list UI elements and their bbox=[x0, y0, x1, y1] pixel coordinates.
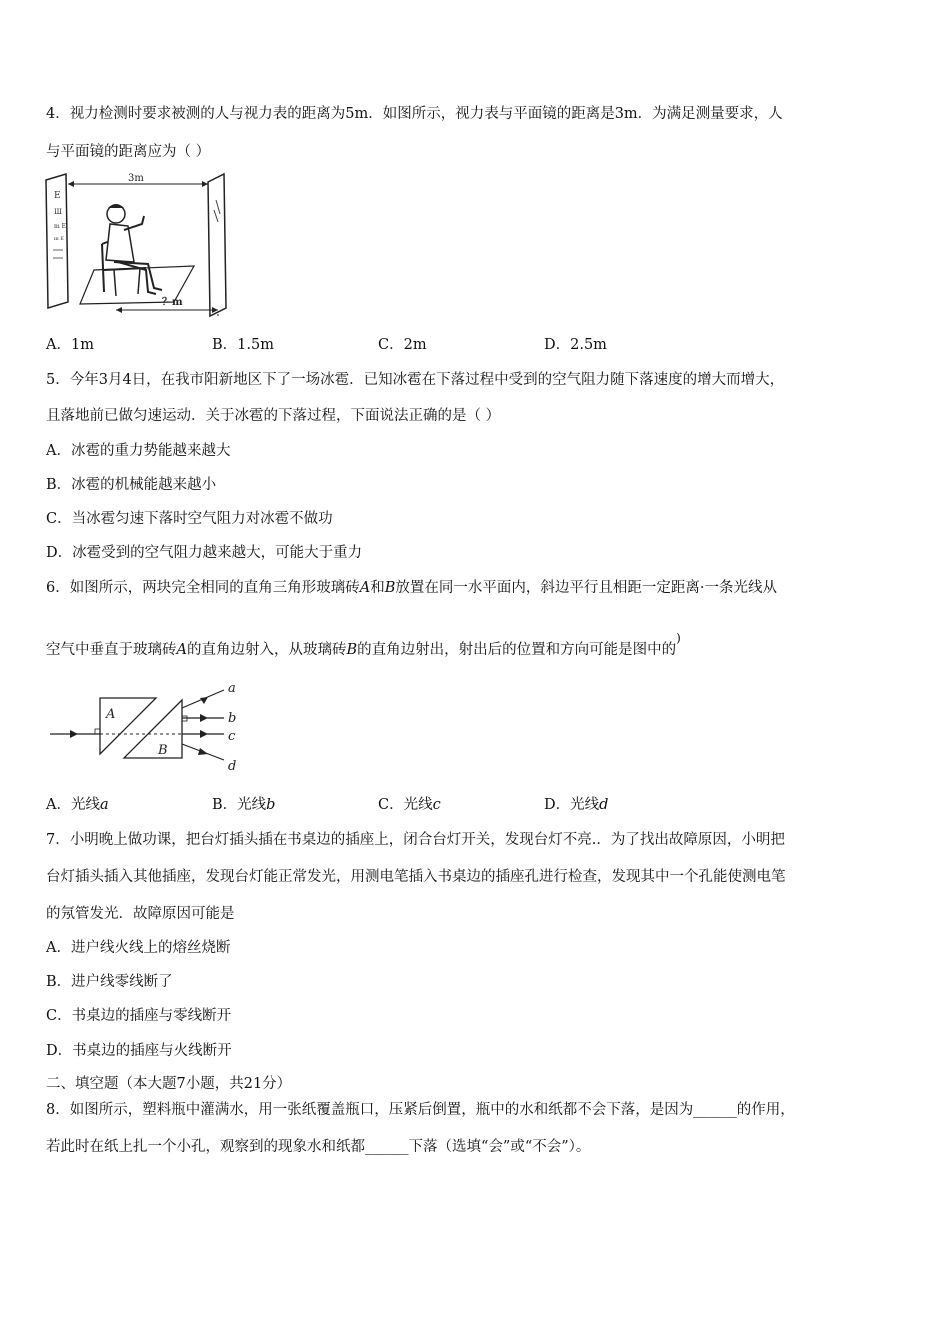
q6-prism-figure bbox=[48, 678, 258, 778]
q7-stem-line2: 台灯插头插入其他插座，发现台灯能正常发光，用测电笔插入书桌边的插座孔进行检查，发现其中一个孔能使测电笔 bbox=[46, 869, 786, 885]
q8-stem-line2: 若此时在纸上扎一个小孔，观察到的现象水和纸都______下落（选填“会”或“不会”）。 bbox=[46, 1139, 591, 1155]
q6-var-a: A bbox=[359, 580, 371, 596]
q6-option-a[interactable] bbox=[46, 793, 109, 814]
q7-option-b[interactable]: B．进户线零线断了 bbox=[46, 974, 173, 990]
q6-option-c-text: C．光线 bbox=[378, 797, 433, 813]
q7-stem-line1: 7．小明晚上做功课，把台灯插头插在书桌边的插座上，闭合台灯开关，发现台灯不亮.．为了找出故障原因，小明把 bbox=[46, 832, 785, 848]
q8-stem-line1: 8．如图所示，塑料瓶中灌满水，用一张纸覆盖瓶口，压紧后倒置，瓶中的水和纸都不会下落，是因为______的作用， bbox=[46, 1102, 795, 1118]
q6-stem1-b: 和 bbox=[370, 580, 385, 596]
ray-c-label: c bbox=[228, 729, 236, 744]
q5-stem-line1: 5．今年3月4日，在我市阳新地区下了一场冰雹．已知冰雹在下落过程中受到的空气阻力随下落速度的增大而增大， bbox=[46, 372, 785, 388]
q7-option-d[interactable]: D．书桌边的插座与火线断开 bbox=[46, 1043, 232, 1059]
q6-option-d-var: d bbox=[599, 797, 609, 813]
q5-option-a[interactable]: A．冰雹的重力势能越来越大 bbox=[46, 443, 231, 459]
q4-option-c[interactable]: C．2m bbox=[378, 337, 427, 353]
q6-var-b-2: B bbox=[346, 642, 358, 658]
q5-option-c[interactable]: C．当冰雹匀速下落时空气阻力对冰雹不做功 bbox=[46, 511, 333, 527]
ray-b-label: b bbox=[228, 711, 237, 726]
q6-stem2-a: 空气中垂直于玻璃砖 bbox=[46, 642, 177, 658]
ray-a-label: a bbox=[228, 681, 236, 696]
q6-option-d[interactable] bbox=[544, 793, 608, 814]
q6-option-a-text: A．光线 bbox=[46, 797, 100, 813]
q6-stem1-c: 放置在同一水平面内，斜边平行且相距一定距离·一条光线从 bbox=[395, 580, 777, 596]
q6-option-a-var: a bbox=[99, 797, 109, 813]
q4-eye-chart-figure bbox=[44, 170, 244, 320]
q5-stem-line2: 且落地前已做匀速运动．关于冰雹的下落过程，下面说法正确的是（ ） bbox=[46, 408, 501, 424]
q4-option-b[interactable]: B．1.5m bbox=[212, 337, 274, 353]
q6-stem-line2 bbox=[46, 631, 681, 659]
q6-option-d-text: D．光线 bbox=[544, 797, 600, 813]
q6-paren: ) bbox=[676, 631, 681, 645]
q6-option-c[interactable] bbox=[378, 793, 441, 814]
q4-option-d[interactable]: D．2.5m bbox=[544, 337, 607, 353]
q4-stem-line2: 与平面镜的距离应为（ ） bbox=[46, 144, 211, 160]
q7-option-a[interactable]: A．进户线火线上的熔丝烧断 bbox=[46, 940, 231, 956]
q7-stem-line3: 的氖管发光．故障原因可能是 bbox=[46, 906, 235, 922]
ray-d-label: d bbox=[228, 759, 237, 774]
q6-stem2-b: 的直角边射入，从玻璃砖 bbox=[186, 642, 347, 658]
plane-mirror bbox=[208, 174, 226, 316]
q6-stem1-a: 6．如图所示，两块完全相同的直角三角形玻璃砖 bbox=[46, 580, 360, 596]
q6-option-b-var: b bbox=[266, 797, 276, 813]
fig-label-unknown: ？m bbox=[162, 297, 183, 308]
q4-stem-line1: 4．视力检测时要求被测的人与视力表的距离为5m．如图所示，视力表与平面镜的距离是3m．为满足测量要求，人 bbox=[46, 106, 783, 122]
q6-option-b-text: B．光线 bbox=[212, 797, 267, 813]
q6-stem-line1 bbox=[46, 576, 777, 597]
q6-var-a-2: A bbox=[176, 642, 187, 658]
prism-a-label: A bbox=[106, 707, 116, 722]
q4-option-a[interactable]: A．1m bbox=[46, 337, 94, 353]
section-2-title: 二、填空题（本大题7小题，共21分） bbox=[46, 1076, 292, 1092]
prism-b-label: B bbox=[158, 743, 168, 758]
q6-option-b[interactable] bbox=[212, 793, 275, 814]
svg-text:E: E bbox=[54, 191, 61, 201]
svg-text:m E: m E bbox=[54, 223, 66, 230]
q6-stem2-c: 的直角边射出，射出后的位置和方向可能是图中的 bbox=[357, 642, 677, 658]
fig-label-3m: 3m bbox=[128, 173, 144, 184]
svg-text:ш E: ш E bbox=[54, 236, 64, 242]
q7-option-c[interactable]: C．书桌边的插座与零线断开 bbox=[46, 1008, 232, 1024]
svg-text:Ш: Ш bbox=[54, 208, 62, 216]
q6-var-b: B bbox=[384, 580, 396, 596]
q5-option-d[interactable]: D．冰雹受到的空气阻力越来越大，可能大于重力 bbox=[46, 545, 363, 561]
q5-option-b[interactable]: B．冰雹的机械能越来越小 bbox=[46, 477, 217, 493]
q6-option-c-var: c bbox=[432, 797, 441, 813]
